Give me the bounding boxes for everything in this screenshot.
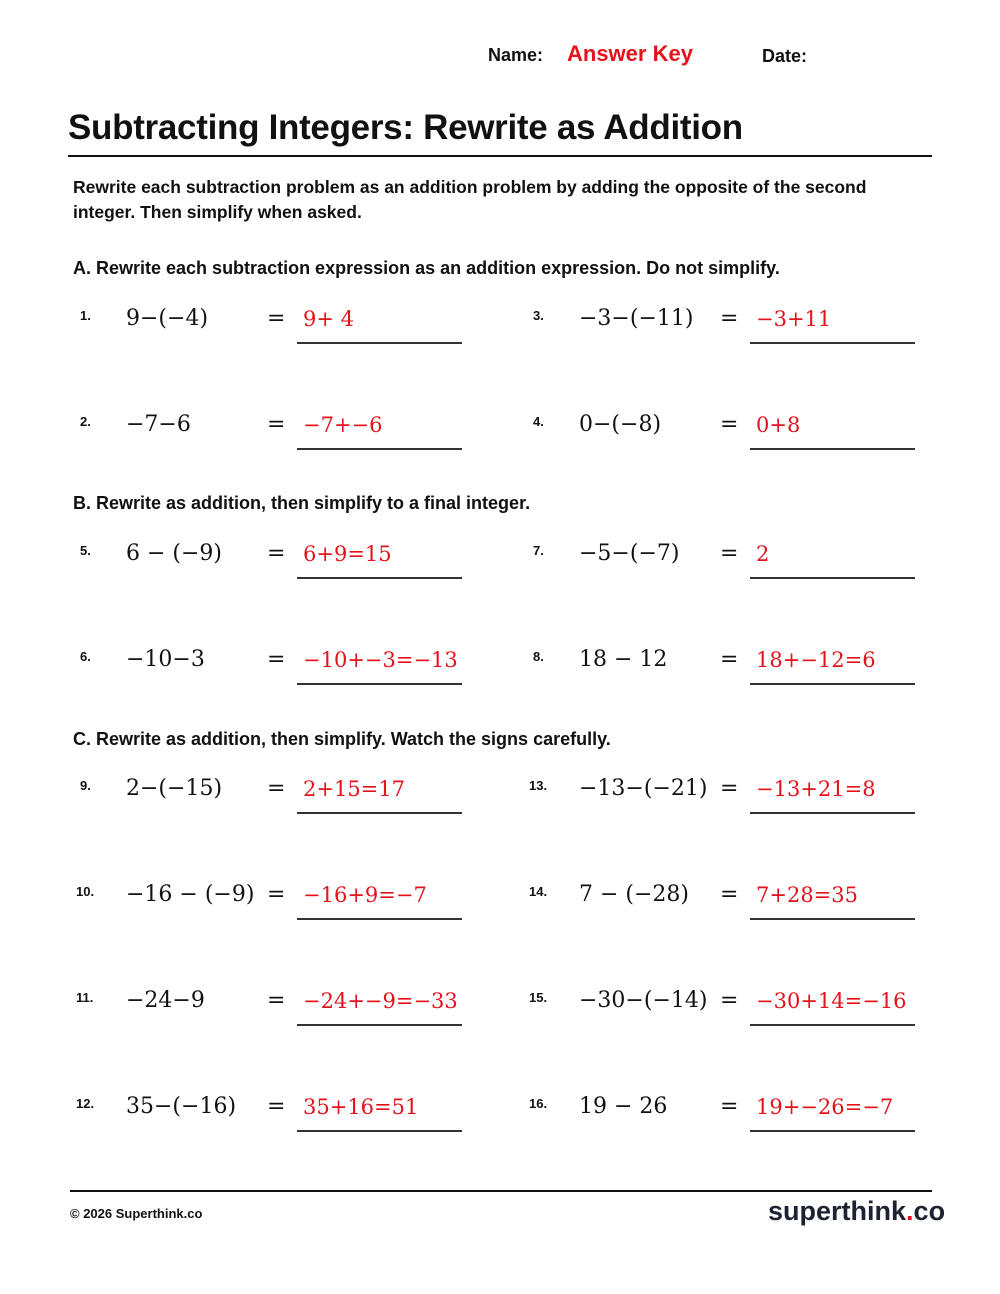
problem-expression: −10−3 (126, 647, 205, 672)
problem-number: 2. (80, 414, 91, 429)
answer-line (297, 918, 462, 920)
logo-tld: co (913, 1196, 946, 1226)
problem-expression: 7 − (−28) (579, 882, 690, 907)
footer-divider (70, 1190, 932, 1192)
answer-text: 18+−12=6 (756, 648, 876, 672)
equals-sign: = (720, 306, 739, 331)
problem-expression: 9−(−4) (126, 306, 209, 331)
problem-expression: −3−(−11) (579, 306, 694, 331)
problem-number: 10. (76, 884, 95, 899)
problem-number: 3. (533, 308, 544, 323)
problem-number: 8. (533, 649, 544, 664)
equals-sign: = (267, 541, 286, 566)
answer-text: 0+8 (756, 413, 801, 437)
instructions: Rewrite each subtraction problem as an addition problem by adding the opposite of the second integer. Then simplify when asked. (73, 177, 867, 222)
answer-text: −13+21=8 (756, 777, 876, 801)
section-b-heading: B. Rewrite as addition, then simplify to a final integer. (73, 493, 531, 513)
answer-line (750, 812, 915, 814)
name-value: Answer Key (567, 41, 693, 66)
copyright: © 2026 Superthink.co (70, 1206, 203, 1221)
problem-number: 5. (80, 543, 91, 558)
problem-number: 9. (80, 778, 91, 793)
section-c-heading: C. Rewrite as addition, then simplify. Watch the signs carefully. (73, 729, 611, 749)
problem-expression: 18 − 12 (579, 647, 668, 672)
problem-number: 13. (529, 778, 548, 793)
answer-line (297, 1024, 462, 1026)
answer-text: −30+14=−16 (756, 989, 907, 1013)
problem-number: 7. (533, 543, 544, 558)
problem-number: 16. (529, 1096, 548, 1111)
answer-text: 6+9=15 (303, 542, 392, 566)
problem-expression: −7−6 (126, 412, 191, 437)
answer-text: 9+ 4 (303, 307, 354, 331)
problem-number: 14. (529, 884, 548, 899)
answer-text: 2+15=17 (303, 777, 405, 801)
answer-line (297, 812, 462, 814)
equals-sign: = (720, 647, 739, 672)
title-divider (68, 155, 932, 157)
answer-line (297, 683, 462, 685)
problem-number: 4. (533, 414, 544, 429)
equals-sign: = (267, 776, 286, 801)
problem-number: 11. (76, 990, 94, 1005)
answer-line (750, 577, 915, 579)
equals-sign: = (267, 882, 286, 907)
superthink-logo (768, 1196, 945, 1227)
answer-line (750, 1130, 915, 1132)
equals-sign: = (720, 541, 739, 566)
equals-sign: = (267, 988, 286, 1013)
equals-sign: = (267, 647, 286, 672)
problem-expression: 35−(−16) (126, 1094, 237, 1119)
answer-line (297, 577, 462, 579)
equals-sign: = (720, 1094, 739, 1119)
equals-sign: = (720, 882, 739, 907)
logo-dot: . (906, 1196, 914, 1226)
equals-sign: = (720, 412, 739, 437)
problem-expression: −13−(−21) (579, 776, 708, 801)
page-title: Subtracting Integers: Rewrite as Addition (68, 108, 743, 147)
equals-sign: = (720, 776, 739, 801)
logo-main: superthink (768, 1196, 907, 1226)
answer-line (297, 448, 462, 450)
answer-text: −7+−6 (303, 413, 383, 437)
answer-text: 35+16=51 (303, 1095, 419, 1119)
name-label: Name: (488, 45, 544, 65)
answer-line (750, 448, 915, 450)
equals-sign: = (267, 412, 286, 437)
problem-number: 1. (80, 308, 91, 323)
answer-text: 19+−26=−7 (756, 1095, 894, 1119)
problem-expression: 19 − 26 (579, 1094, 668, 1119)
problem-number: 12. (76, 1096, 95, 1111)
answer-text: −16+9=−7 (303, 883, 427, 907)
equals-sign: = (267, 306, 286, 331)
problem-expression: 6 − (−9) (126, 541, 223, 566)
answer-text: −10+−3=−13 (303, 648, 458, 672)
problem-number: 6. (80, 649, 91, 664)
problem-expression: −16 − (−9) (126, 882, 255, 907)
problem-expression: −30−(−14) (579, 988, 708, 1013)
date-label: Date: (762, 46, 808, 66)
problem-expression: 2−(−15) (126, 776, 223, 801)
answer-line (750, 918, 915, 920)
answer-line (297, 342, 462, 344)
answer-line (750, 683, 915, 685)
problem-expression: −24−9 (126, 988, 205, 1013)
problem-expression: −5−(−7) (579, 541, 680, 566)
answer-text: 7+28=35 (756, 883, 858, 907)
answer-line (750, 1024, 915, 1026)
answer-text: −3+11 (756, 307, 832, 331)
answer-text: −24+−9=−33 (303, 989, 458, 1013)
answer-text: 2 (756, 542, 770, 566)
equals-sign: = (267, 1094, 286, 1119)
equals-sign: = (720, 988, 739, 1013)
section-a-heading: A. Rewrite each subtraction expression as an addition expression. Do not simplify. (73, 258, 780, 278)
problem-number: 15. (529, 990, 548, 1005)
answer-line (750, 342, 915, 344)
answer-line (297, 1130, 462, 1132)
problem-expression: 0−(−8) (579, 412, 662, 437)
